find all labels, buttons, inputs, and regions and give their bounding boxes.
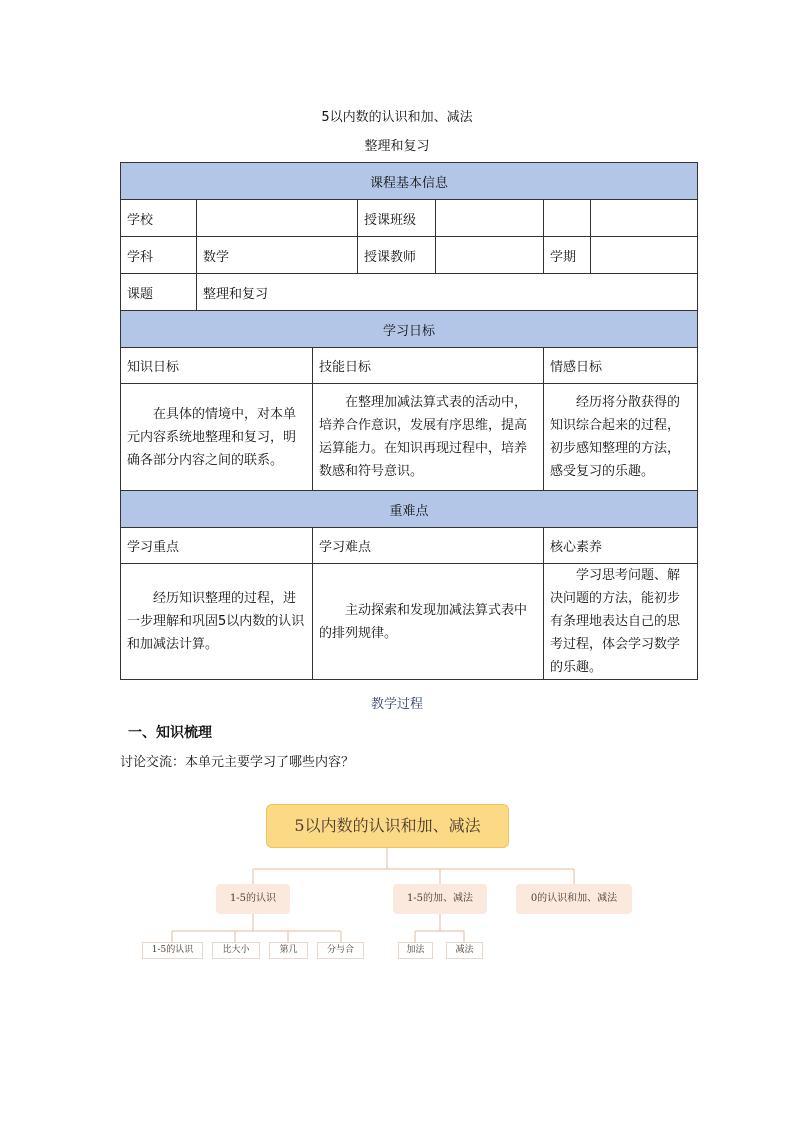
term-label: 学期 — [544, 237, 591, 274]
skill-goal-text: 在整理加减法算式表的活动中，培养合作意识，发展有序思维，提高运算能力。在知识再现过程中，培养数感和符号意识。 — [313, 384, 544, 491]
class-label: 授课班级 — [358, 200, 436, 237]
knowledge-goal-text: 在具体的情境中，对本单元内容系统地整理和复习，明确各部分内容之间的联系。 — [121, 384, 313, 491]
discussion-question: 讨论交流：本单元主要学习了哪些内容？ — [120, 755, 355, 770]
knowledge-goal-label: 知识日标 — [121, 348, 313, 384]
topic-value: 整理和复习 — [197, 274, 698, 311]
document-title: 5以内数的认识和加、减法 — [321, 110, 473, 125]
mindmap-branch-recognition: 1-5的认识 — [216, 884, 290, 914]
mindmap-leaf-decompose: 分与合 — [317, 942, 364, 959]
mindmap-branch-add-subtract: 1-5的加、减法 — [393, 884, 487, 914]
difficulty-text: 主动探索和发现加减法算式表中的排列规律。 — [313, 564, 544, 680]
mindmap-leaf-recognition: 1-5的认识 — [142, 942, 203, 959]
emotion-goal-label: 情感日标 — [544, 348, 698, 384]
subject-label: 学科 — [121, 237, 197, 274]
basic-info-header: 课程基本信息 — [121, 163, 698, 200]
mindmap-root-node: 5以内数的认识和加、减法 — [266, 804, 509, 848]
core-literacy-text: 学习思考问题、解决问题的方法，能初步有条理地表达自己的思考过程，体会学习数学的乐趣。 — [544, 564, 698, 680]
key-points-header: 重难点 — [121, 491, 698, 528]
document-subtitle: 整理和复习 — [364, 139, 430, 154]
difficulty-label: 学习难点 — [313, 528, 544, 564]
key-point-label: 学习重点 — [121, 528, 313, 564]
mindmap-leaf-subtraction: 减法 — [446, 942, 483, 959]
mindmap-leaf-ordinal: 第几 — [269, 942, 308, 959]
school-label: 学校 — [121, 200, 197, 237]
skill-goal-label: 技能日标 — [313, 348, 544, 384]
core-literacy-label: 核心素养 — [544, 528, 698, 564]
emotion-goal-text: 经历将分散获得的知识综合起来的过程，初步感知整理的方法，感受复习的乐趣。 — [544, 384, 698, 491]
topic-label: 课题 — [121, 274, 197, 311]
teaching-process-title: 教学过程 — [370, 697, 423, 712]
teacher-label: 授课教师 — [358, 237, 436, 274]
section-heading: 一、知识梳理 — [128, 725, 212, 741]
subject-value: 数学 — [197, 237, 358, 274]
mindmap-leaf-addition: 加法 — [398, 942, 433, 959]
mindmap-branch-zero: 0的认识和加、减法 — [516, 884, 632, 914]
key-point-text: 经历知识整理的过程，进一步理解和巩固5以内数的认识和加减法计算。 — [121, 564, 313, 680]
mindmap-leaf-compare: 比大小 — [212, 942, 260, 959]
objectives-header: 学习日标 — [121, 311, 698, 348]
